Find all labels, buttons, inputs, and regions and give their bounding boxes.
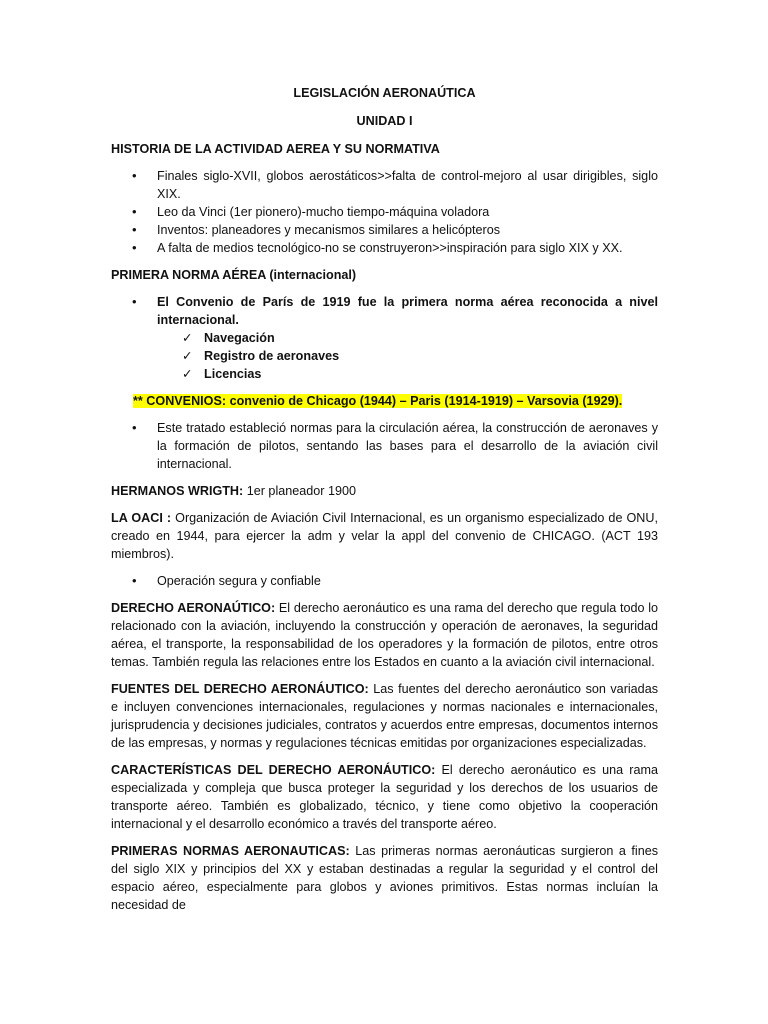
document-body (111, 84, 658, 923)
bullet-icon: • (132, 420, 137, 435)
list-item: • Inventos: planeadores y mecanismos similares a helicópteros (132, 222, 500, 237)
paragraph-fuentes: FUENTES DEL DERECHO AERONÁUTICO: Las fuentes del derecho aeronáutico son variadas e incluyen convenciones internacionales, regulaciones y normas nacionales e internacionales, jurisprudencia y decisiones judiciales, contratos y acuerdos entre empresas, documentos internos de las empresas, y normas y regulaciones técnicas emitidas por organizaciones especializadas. (111, 682, 658, 750)
checkmark-icon: ✓ (182, 331, 193, 345)
bullet-icon: • (132, 204, 137, 219)
paragraph-primeras-normas: PRIMERAS NORMAS AERONAUTICAS: Las primeras normas aeronáuticas surgieron a fines del siglo XIX y principios del XX y estaban destinadas a regular la seguridad y el control del espacio aéreo, especialmente para globos y aviones primitivos. Estas normas incluían la necesidad de (111, 844, 659, 912)
list-item: • Finales siglo-XVII, globos aerostáticos>>falta de control-mejoro al usar dirigibles, siglo XIX. (132, 168, 658, 201)
section-heading-primera-norma: PRIMERA NORMA AÉREA (internacional) (111, 268, 357, 282)
bullet-icon: • (132, 168, 137, 183)
bullet-icon: • (132, 573, 137, 588)
paragraph-oaci: LA OACI : Organización de Aviación Civil Internacional, es un organismo especializado de ONU, creado en 1944, para ejercer la adm y velar la appl del convenio de CHICAGO. (ACT 193 miembros). (111, 511, 658, 561)
convenios-highlight: ** CONVENIOS: convenio de Chicago (1944) – Paris (1914-1919) – Varsovia (1929). (133, 394, 623, 408)
list-item: • A falta de medios tecnológico-no se construyeron>>inspiración para siglo XIX y XX. (132, 240, 623, 255)
paragraph-caracteristicas: CARACTERÍSTICAS DEL DERECHO AERONÁUTICO: El derecho aeronáutico es una rama especializada y compleja que busca proteger la seguridad y los derechos de los usuarios de transporte aéreo. También es globalizado, técnico, y tiene como objetivo la cooperación internacional y el desarrollo económico a través del transporte aéreo. (111, 763, 658, 831)
unit-title: UNIDAD I (356, 114, 413, 128)
paragraph-derecho: DERECHO AERONAÚTICO: El derecho aeronáutico es una rama del derecho que regula todo lo relacionado con la aviación, incluyendo la construcción y operación de aeronaves, la seguridad aérea, el transporte, la responsabilidad de los operadores y la formación de pilotos, entre otros temas. También regula las relaciones entre los Estados en cuanto a la aviación civil internacional. (111, 601, 659, 669)
primera-norma-list (111, 293, 658, 383)
check-item: ✓ Licencias (182, 367, 262, 381)
section-heading-historia: HISTORIA DE LA ACTIVIDAD AEREA Y SU NORMATIVA (111, 142, 440, 156)
document-title: LEGISLACIÓN AERONAÚTICA (293, 86, 476, 100)
bullet-icon: • (132, 294, 137, 309)
check-list (157, 329, 658, 383)
historia-list (111, 167, 658, 257)
paragraph-wright: HERMANOS WRIGTH: 1er planeador 1900 (111, 484, 356, 498)
bullet-icon: • (132, 240, 137, 255)
list-item: • Leo da Vinci (1er pionero)-mucho tiempo-máquina voladora (132, 204, 490, 219)
list-item: • Este tratado estableció normas para la circulación aérea, la construcción de aeronaves y la formación de pilotos, sentando las bases para el desarrollo de la aviación civil internacional. (132, 420, 658, 471)
tratado-list (111, 419, 658, 473)
checkmark-icon: ✓ (182, 349, 193, 363)
check-item: ✓ Registro de aeronaves (182, 349, 340, 363)
list-item: • Operación segura y confiable (132, 573, 321, 588)
check-item: ✓ Navegación (182, 331, 275, 345)
oaci-list (111, 572, 658, 590)
checkmark-icon: ✓ (182, 367, 193, 381)
list-item: • El Convenio de París de 1919 fue la primera norma aérea reconocida a nivel internacional. ✓ Navegación ✓ Registro de aeronaves ✓ Licencias (132, 294, 658, 381)
bullet-icon: • (132, 222, 137, 237)
